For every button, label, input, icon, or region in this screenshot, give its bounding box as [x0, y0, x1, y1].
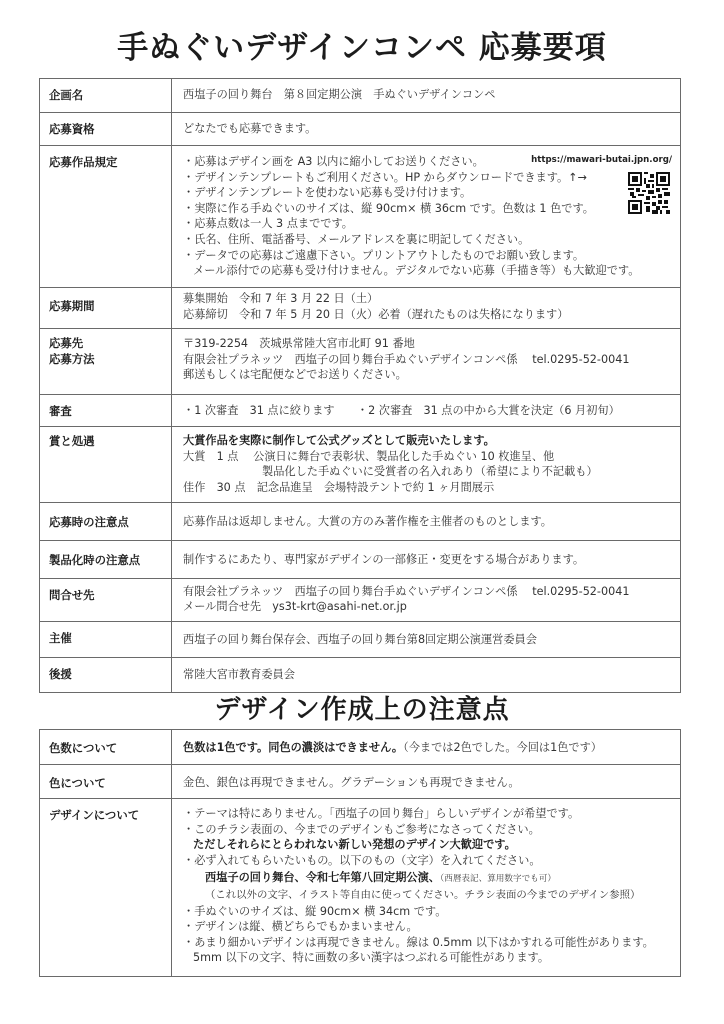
table-row — [40, 578, 681, 621]
row-label: 応募時の注意点 — [40, 502, 172, 540]
table-row — [40, 765, 681, 799]
row-value: ・テーマは特にありません。「西塩子の回り舞台」らしいデザインが希望です。 ・このチラシ表面の、今までのデザインもご参考になさってください。 ただしそれらにとらわれない新しい発想のデザイン大歓迎です。 ・必ず入れてもらいたいもの。以下のもの（文字）を入れてください。 西塩子の回り舞台、令和七年第八回定期公演、（西暦表記、算用数字でも可） （これ以外の文字、イラスト等自由に使ってください。チラシ表面の今までのデザイン参照） ・手ぬぐいのサイズは、縦 90cm× 横 34cm です。 ・デザインは縦、横どちらでもかまいません。 ・あまり細かいデザインは再現できません。線は 0.5mm 以下はかすれる可能性があります。 5mm 以下の文字、特に画数の多い漢字はつぶれる可能性があります。 — [172, 799, 681, 977]
row-label: 問合せ先 — [40, 578, 172, 621]
page-title: 手ぬぐいデザインコンペ 応募要項 — [117, 30, 607, 66]
row-label: 色数について — [40, 730, 172, 765]
table-row — [40, 146, 681, 288]
row-label: デザインについて — [40, 799, 172, 977]
requirements-table — [39, 78, 681, 693]
table-row — [40, 288, 681, 329]
row-label: 製品化時の注意点 — [40, 540, 172, 578]
row-value: 色数は1色です。同色の濃淡はできません。（今までは2色でした。今回は1色です） — [172, 730, 681, 765]
row-value: 西塩子の回り舞台 第８回定期公演 手ぬぐいデザインコンペ — [172, 79, 681, 113]
row-label: 応募資格 — [40, 113, 172, 146]
table-row — [40, 329, 681, 395]
row-label: 後援 — [40, 657, 172, 692]
table-row — [40, 657, 681, 692]
row-value: どなたでも応募できます。 — [172, 113, 681, 146]
table-row — [40, 621, 681, 657]
row-value: 応募作品は返却しません。大賞の方のみ著作権を主催者のものとします。 — [172, 502, 681, 540]
row-value: 常陸大宮市教育委員会 — [172, 657, 681, 692]
design-notes-table — [39, 729, 681, 977]
table-row — [40, 730, 681, 765]
table-row — [40, 113, 681, 146]
row-label: 応募先 応募方法 — [40, 329, 172, 395]
table-row — [40, 540, 681, 578]
row-label: 色について — [40, 765, 172, 799]
row-label: 賞と処遇 — [40, 427, 172, 502]
row-value: 制作するにあたり、専門家がデザインの一部修正・変更をする場合があります。 — [172, 540, 681, 578]
row-value: 金色、銀色は再現できません。グラデーションも再現できません。 — [172, 765, 681, 799]
row-value: 募集開始 令和 7 年 3 月 22 日（土） 応募締切 令和 7 年 5 月 20 日（火）必着（遅れたものは失格になります） — [172, 288, 681, 329]
row-value: 〒319-2254 茨城県常陸大宮市北町 91 番地 有限会社プラネッツ 西塩子の回り舞台手ぬぐいデザインコンペ係 tel.0295-52-0041 郵送もしくは宅配便などでお送りください。 — [172, 329, 681, 395]
qr-code-icon[interactable] — [628, 172, 670, 214]
table-row — [40, 79, 681, 113]
table-row — [40, 799, 681, 977]
row-label: 主催 — [40, 621, 172, 657]
row-label: 企画名 — [40, 79, 172, 113]
table-row — [40, 427, 681, 502]
row-value: 有限会社プラネッツ 西塩子の回り舞台手ぬぐいデザインコンペ係 tel.0295-52-0041 メール問合せ先 ys3t-krt@asahi-net.or.jp — [172, 578, 681, 621]
row-value: 西塩子の回り舞台保存会、西塩子の回り舞台第8回定期公演運営委員会 — [172, 621, 681, 657]
table-row — [40, 502, 681, 540]
row-label: 応募作品規定 — [40, 146, 172, 288]
row-value: https://mawari-butai.jpn.org/ ・応募はデザイン画を A3 以内に縮小してお送りください。 ・デザインテンプレートもご利用ください。HP からダウンロードできます。↑→ ・デザインテンプレートを使わない応募も受け付けます。 ・実際に作る手ぬぐいのサイズは、縦 90cm× 横 36cm です。色数は 1 色です。 ・応募点数は一人 3 点までです。 ・氏名、住所、電話番号、メールアドレスを裏に明記してください。 ・データでの応募はご遠慮下さい。プリントアウトしたものでお願い致します。 メール添付での応募も受け付けません。デジタルでない応募（手描き等）も大歓迎です。 — [172, 146, 681, 288]
section-title: デザイン作成上の注意点 — [214, 695, 510, 725]
row-value: 大賞作品を実際に制作して公式グッズとして販売いたします。 大賞 1 点 公演日に舞台で表彰状、製品化した手ぬぐい 10 枚進呈、他 製品化した手ぬぐいに受賞者の名入れあり（希望により不記載も） 佳作 30 点 記念品進呈 会場特設テントで約 1 ヶ月間展示 — [172, 427, 681, 502]
website-link[interactable]: https://mawari-butai.jpn.org/ — [531, 155, 672, 165]
row-label: 応募期間 — [40, 288, 172, 329]
table-row — [40, 395, 681, 427]
row-label: 審査 — [40, 395, 172, 427]
row-value: ・1 次審査 31 点に絞ります ・2 次審査 31 点の中から大賞を決定（6 月初旬） — [172, 395, 681, 427]
